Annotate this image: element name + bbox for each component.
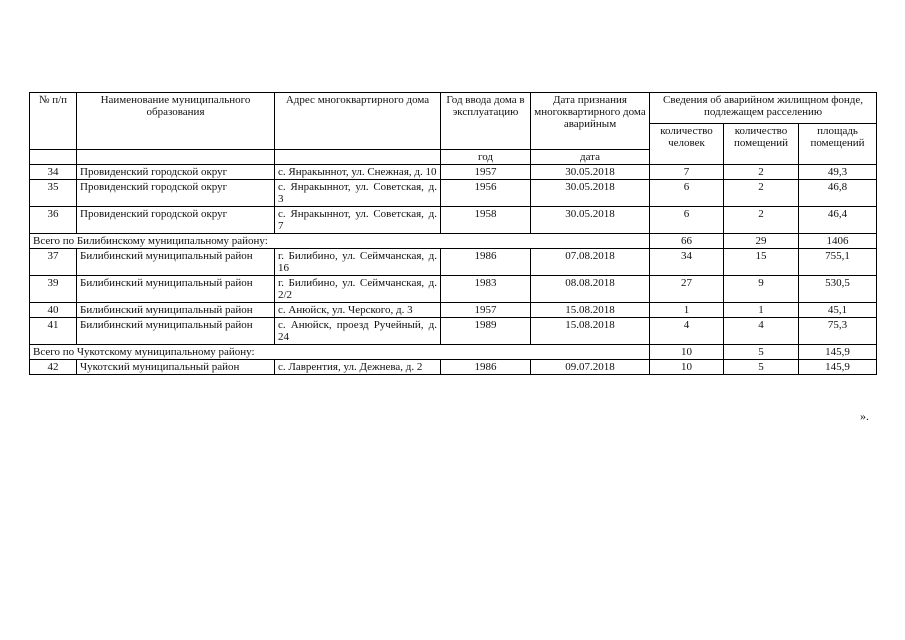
cell-rooms: 2 [724, 165, 799, 180]
cell-num: 39 [30, 276, 77, 303]
header-year-unit: год [441, 150, 531, 165]
total-row [30, 234, 877, 249]
cell-date: 15.08.2018 [531, 303, 650, 318]
cell-municipality: Провиденский городской округ [77, 180, 275, 207]
cell-area: 49,3 [799, 165, 877, 180]
cell-address: с. Лаврентия, ул. Дежнева, д. 2 [275, 360, 441, 375]
cell-num: 36 [30, 207, 77, 234]
cell-rooms: 5 [724, 360, 799, 375]
table-row [30, 249, 877, 276]
table-row [30, 180, 877, 207]
cell-year: 1986 [441, 360, 531, 375]
cell-address: с. Янракыннот, ул. Советская, д. 7 [275, 207, 441, 234]
cell-area: 75,3 [799, 318, 877, 345]
cell-municipality: Билибинский муниципальный район [77, 276, 275, 303]
cell-num: 40 [30, 303, 77, 318]
table-body [30, 165, 877, 375]
cell-num: 41 [30, 318, 77, 345]
cell-date: 07.08.2018 [531, 249, 650, 276]
header-num: № п/п [30, 93, 77, 150]
cell-year: 1957 [441, 303, 531, 318]
cell-municipality: Провиденский городской округ [77, 207, 275, 234]
cell-date: 09.07.2018 [531, 360, 650, 375]
cell-num: 35 [30, 180, 77, 207]
cell-people: 6 [650, 207, 724, 234]
cell-year: 1986 [441, 249, 531, 276]
total-people: 10 [650, 345, 724, 360]
header-info: Сведения об аварийном жилищном фонде, подлежащем расселению [650, 93, 877, 124]
cell-people: 10 [650, 360, 724, 375]
cell-address: с. Анюйск, ул. Черского, д. 3 [275, 303, 441, 318]
cell-rooms: 1 [724, 303, 799, 318]
table-row [30, 303, 877, 318]
total-people: 66 [650, 234, 724, 249]
cell-area: 755,1 [799, 249, 877, 276]
cell-municipality: Билибинский муниципальный район [77, 249, 275, 276]
cell-area: 46,4 [799, 207, 877, 234]
cell-rooms: 2 [724, 180, 799, 207]
header-people: количество человек [650, 124, 724, 165]
total-label: Всего по Чукотскому муниципальному району: [30, 345, 650, 360]
total-label: Всего по Билибинскому муниципальному району: [30, 234, 650, 249]
cell-municipality: Чукотский муниципальный район [77, 360, 275, 375]
cell-people: 27 [650, 276, 724, 303]
cell-rooms: 9 [724, 276, 799, 303]
housing-table [29, 92, 877, 375]
cell-address: с. Янракыннот, ул. Снежная, д. 10 [275, 165, 441, 180]
header-address: Адрес многоквартирного дома [275, 93, 441, 150]
total-rooms: 29 [724, 234, 799, 249]
table-row [30, 165, 877, 180]
cell-num: 34 [30, 165, 77, 180]
header-area: площадь помещений [799, 124, 877, 165]
cell-municipality: Провиденский городской округ [77, 165, 275, 180]
cell-people: 34 [650, 249, 724, 276]
cell-num: 42 [30, 360, 77, 375]
header-unit-empty [275, 150, 441, 165]
closing-quote: ». [860, 409, 869, 423]
header-year: Год ввода дома в эксплуатацию [441, 93, 531, 150]
cell-year: 1989 [441, 318, 531, 345]
header-unit-empty [30, 150, 77, 165]
cell-people: 4 [650, 318, 724, 345]
cell-date: 30.05.2018 [531, 180, 650, 207]
cell-address: г. Билибино, ул. Сеймчанская, д. 2/2 [275, 276, 441, 303]
cell-date: 30.05.2018 [531, 165, 650, 180]
cell-year: 1956 [441, 180, 531, 207]
cell-area: 46,8 [799, 180, 877, 207]
cell-year: 1958 [441, 207, 531, 234]
header-unit-empty [77, 150, 275, 165]
header-date-unit: дата [531, 150, 650, 165]
cell-address: с. Анюйск, проезд Ручейный, д. 24 [275, 318, 441, 345]
cell-area: 145,9 [799, 360, 877, 375]
cell-area: 530,5 [799, 276, 877, 303]
table-row [30, 276, 877, 303]
cell-address: с. Янракыннот, ул. Советская, д. 3 [275, 180, 441, 207]
cell-people: 7 [650, 165, 724, 180]
header-municipality: Наименование муниципального образования [77, 93, 275, 150]
cell-rooms: 2 [724, 207, 799, 234]
total-area: 1406 [799, 234, 877, 249]
cell-municipality: Билибинский муниципальный район [77, 303, 275, 318]
cell-address: г. Билибино, ул. Сеймчанская, д. 16 [275, 249, 441, 276]
total-area: 145,9 [799, 345, 877, 360]
table-row [30, 318, 877, 345]
cell-people: 1 [650, 303, 724, 318]
header-date: Дата признания многоквартирного дома аварийным [531, 93, 650, 150]
cell-area: 45,1 [799, 303, 877, 318]
cell-num: 37 [30, 249, 77, 276]
table-row [30, 207, 877, 234]
total-row [30, 345, 877, 360]
cell-rooms: 4 [724, 318, 799, 345]
cell-rooms: 15 [724, 249, 799, 276]
cell-municipality: Билибинский муниципальный район [77, 318, 275, 345]
cell-year: 1983 [441, 276, 531, 303]
total-rooms: 5 [724, 345, 799, 360]
cell-date: 30.05.2018 [531, 207, 650, 234]
table-row [30, 360, 877, 375]
cell-year: 1957 [441, 165, 531, 180]
cell-date: 08.08.2018 [531, 276, 650, 303]
header-rooms: количество помещений [724, 124, 799, 165]
cell-people: 6 [650, 180, 724, 207]
cell-date: 15.08.2018 [531, 318, 650, 345]
